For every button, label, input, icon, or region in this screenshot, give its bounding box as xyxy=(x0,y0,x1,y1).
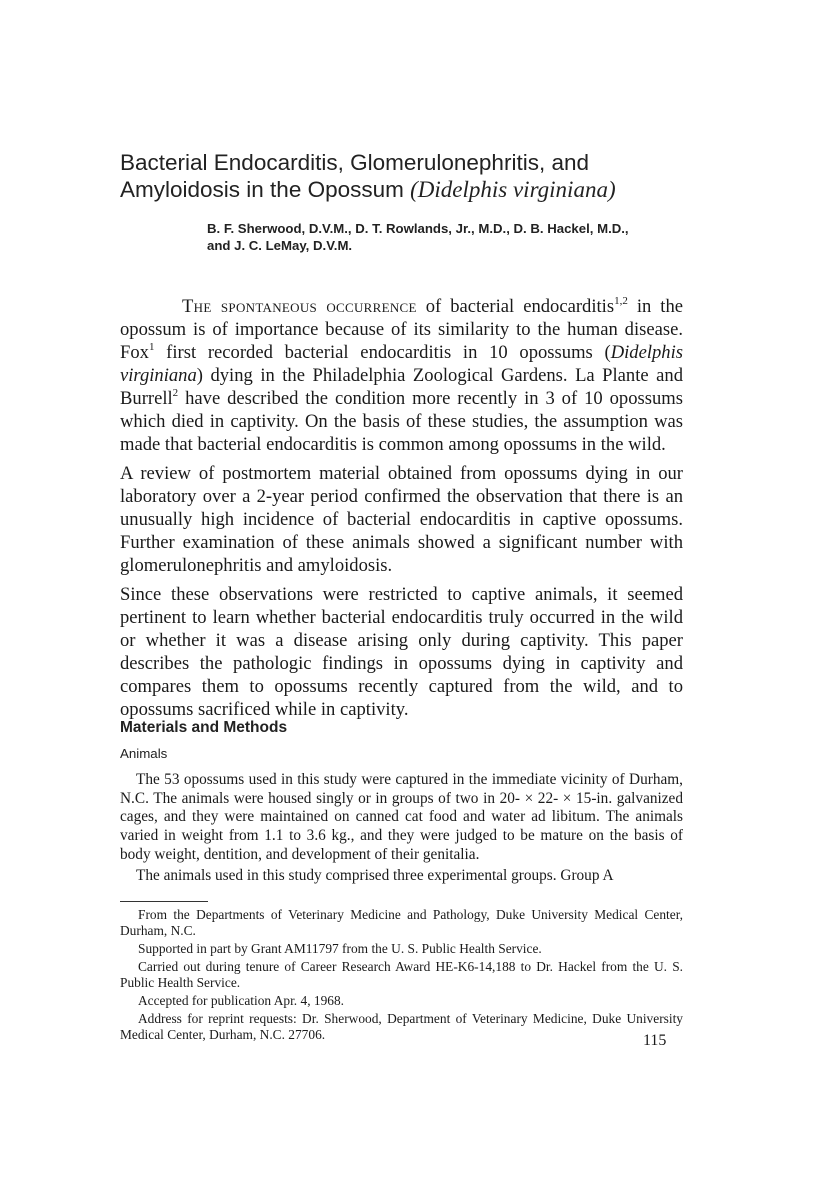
title-line-2-plain: Amyloidosis in the Opossum xyxy=(120,177,411,202)
citation-ref: 1,2 xyxy=(614,295,628,307)
authors-line-2: and J. C. LeMay, D.V.M. xyxy=(207,238,353,253)
intro-p1-text-d: ) dying in the Philadelphia Zoological Gardens. La Plante and Burrell xyxy=(120,365,683,409)
intro-paragraph-2: A review of postmortem material obtained from opossums dying in our laboratory over a 2-year period confirmed the observation that there is an unusually high incidence of bacterial endocarditis in captive opossums. Further examination of these animals showed a significant number with glomerulonephritis and amyloidosis. xyxy=(120,463,683,576)
authors-line-1: B. F. Sherwood, D.V.M., D. T. Rowlands, Jr., M.D., D. B. Hackel, M.D., xyxy=(207,221,629,236)
intro-p1-text-c: first recorded bacterial endocarditis in 10 opossums ( xyxy=(154,342,611,363)
intro-species-italic: Didelphis virginiana xyxy=(120,342,683,386)
intro-p1-text-b: in the opossum is of importance because of its similarity to the human disease. Fox xyxy=(120,296,683,363)
footnote-reprint: Address for reprint requests: Dr. Sherwood, Department of Veterinary Medicine, Duke University Medical Center, Durham, N.C. 27706. xyxy=(120,1011,683,1042)
methods-text xyxy=(120,771,683,887)
title-species-italic: (Didelphis virginiana) xyxy=(410,177,616,202)
page-number: 115 xyxy=(643,1032,667,1049)
footnote-affiliation: From the Departments of Veterinary Medicine and Pathology, Duke University Medical Center, Durham, N.C. xyxy=(120,907,683,938)
citation-ref: 2 xyxy=(172,387,179,399)
title-line-2 xyxy=(120,176,720,203)
introduction xyxy=(120,295,683,727)
methods-paragraph-2: The animals used in this study comprised three experimental groups. Group A xyxy=(136,866,614,884)
footnote-accepted: Accepted for publication Apr. 4, 1968. xyxy=(138,993,345,1008)
intro-smallcaps-opening: The spontaneous occurrence xyxy=(182,296,417,317)
intro-paragraph-3: Since these observations were restricted to captive animals, it seemed pertinent to learn whether bacterial endocarditis truly occurred in the wild or whether it was a disease arising only during captivity. This paper describes the pathologic findings in opossums dying in captivity and compares them to opossums recently captured from the wild, and to opossums sacrificed while in captivity. xyxy=(120,584,683,720)
subsection-heading: Animals xyxy=(120,746,168,761)
intro-p1-text-a: of bacterial endocarditis xyxy=(416,296,615,317)
footnote-funding: Supported in part by Grant AM11797 from the U. S. Public Health Service. xyxy=(138,941,542,956)
methods-paragraph-1: The 53 opossums used in this study were captured in the immediate vicinity of Durham, N.C. The animals were housed singly or in groups of two in 20- × 22- × 15-in. galvanized cages, and they were maintained on canned cat food and water ad libitum. The animals varied in weight from 1.1 to 3.6 kg., and they were judged to be mature on the basis of body weight, dentition, and development of their genitalia. xyxy=(120,771,683,863)
footnote-divider xyxy=(120,901,208,902)
title-line-1: Bacterial Endocarditis, Glomerulonephritis, and xyxy=(120,150,589,175)
section-heading: Materials and Methods xyxy=(120,719,288,736)
footnote-award: Carried out during tenure of Career Research Award HE-K6-14,188 to Dr. Hackel from the U. S. Public Health Service. xyxy=(120,959,683,990)
intro-p1-text-e: have described the condition more recently in 3 of 10 opossums which died in captivity. On the basis of these studies, the assumption was made that bacterial endocarditis is common among opossums in the wild. xyxy=(120,388,683,455)
author-list xyxy=(207,220,697,254)
citation-ref: 1 xyxy=(148,341,155,353)
footnotes xyxy=(120,907,683,1045)
intro-paragraph-1 xyxy=(120,295,683,456)
article-title xyxy=(120,149,720,203)
